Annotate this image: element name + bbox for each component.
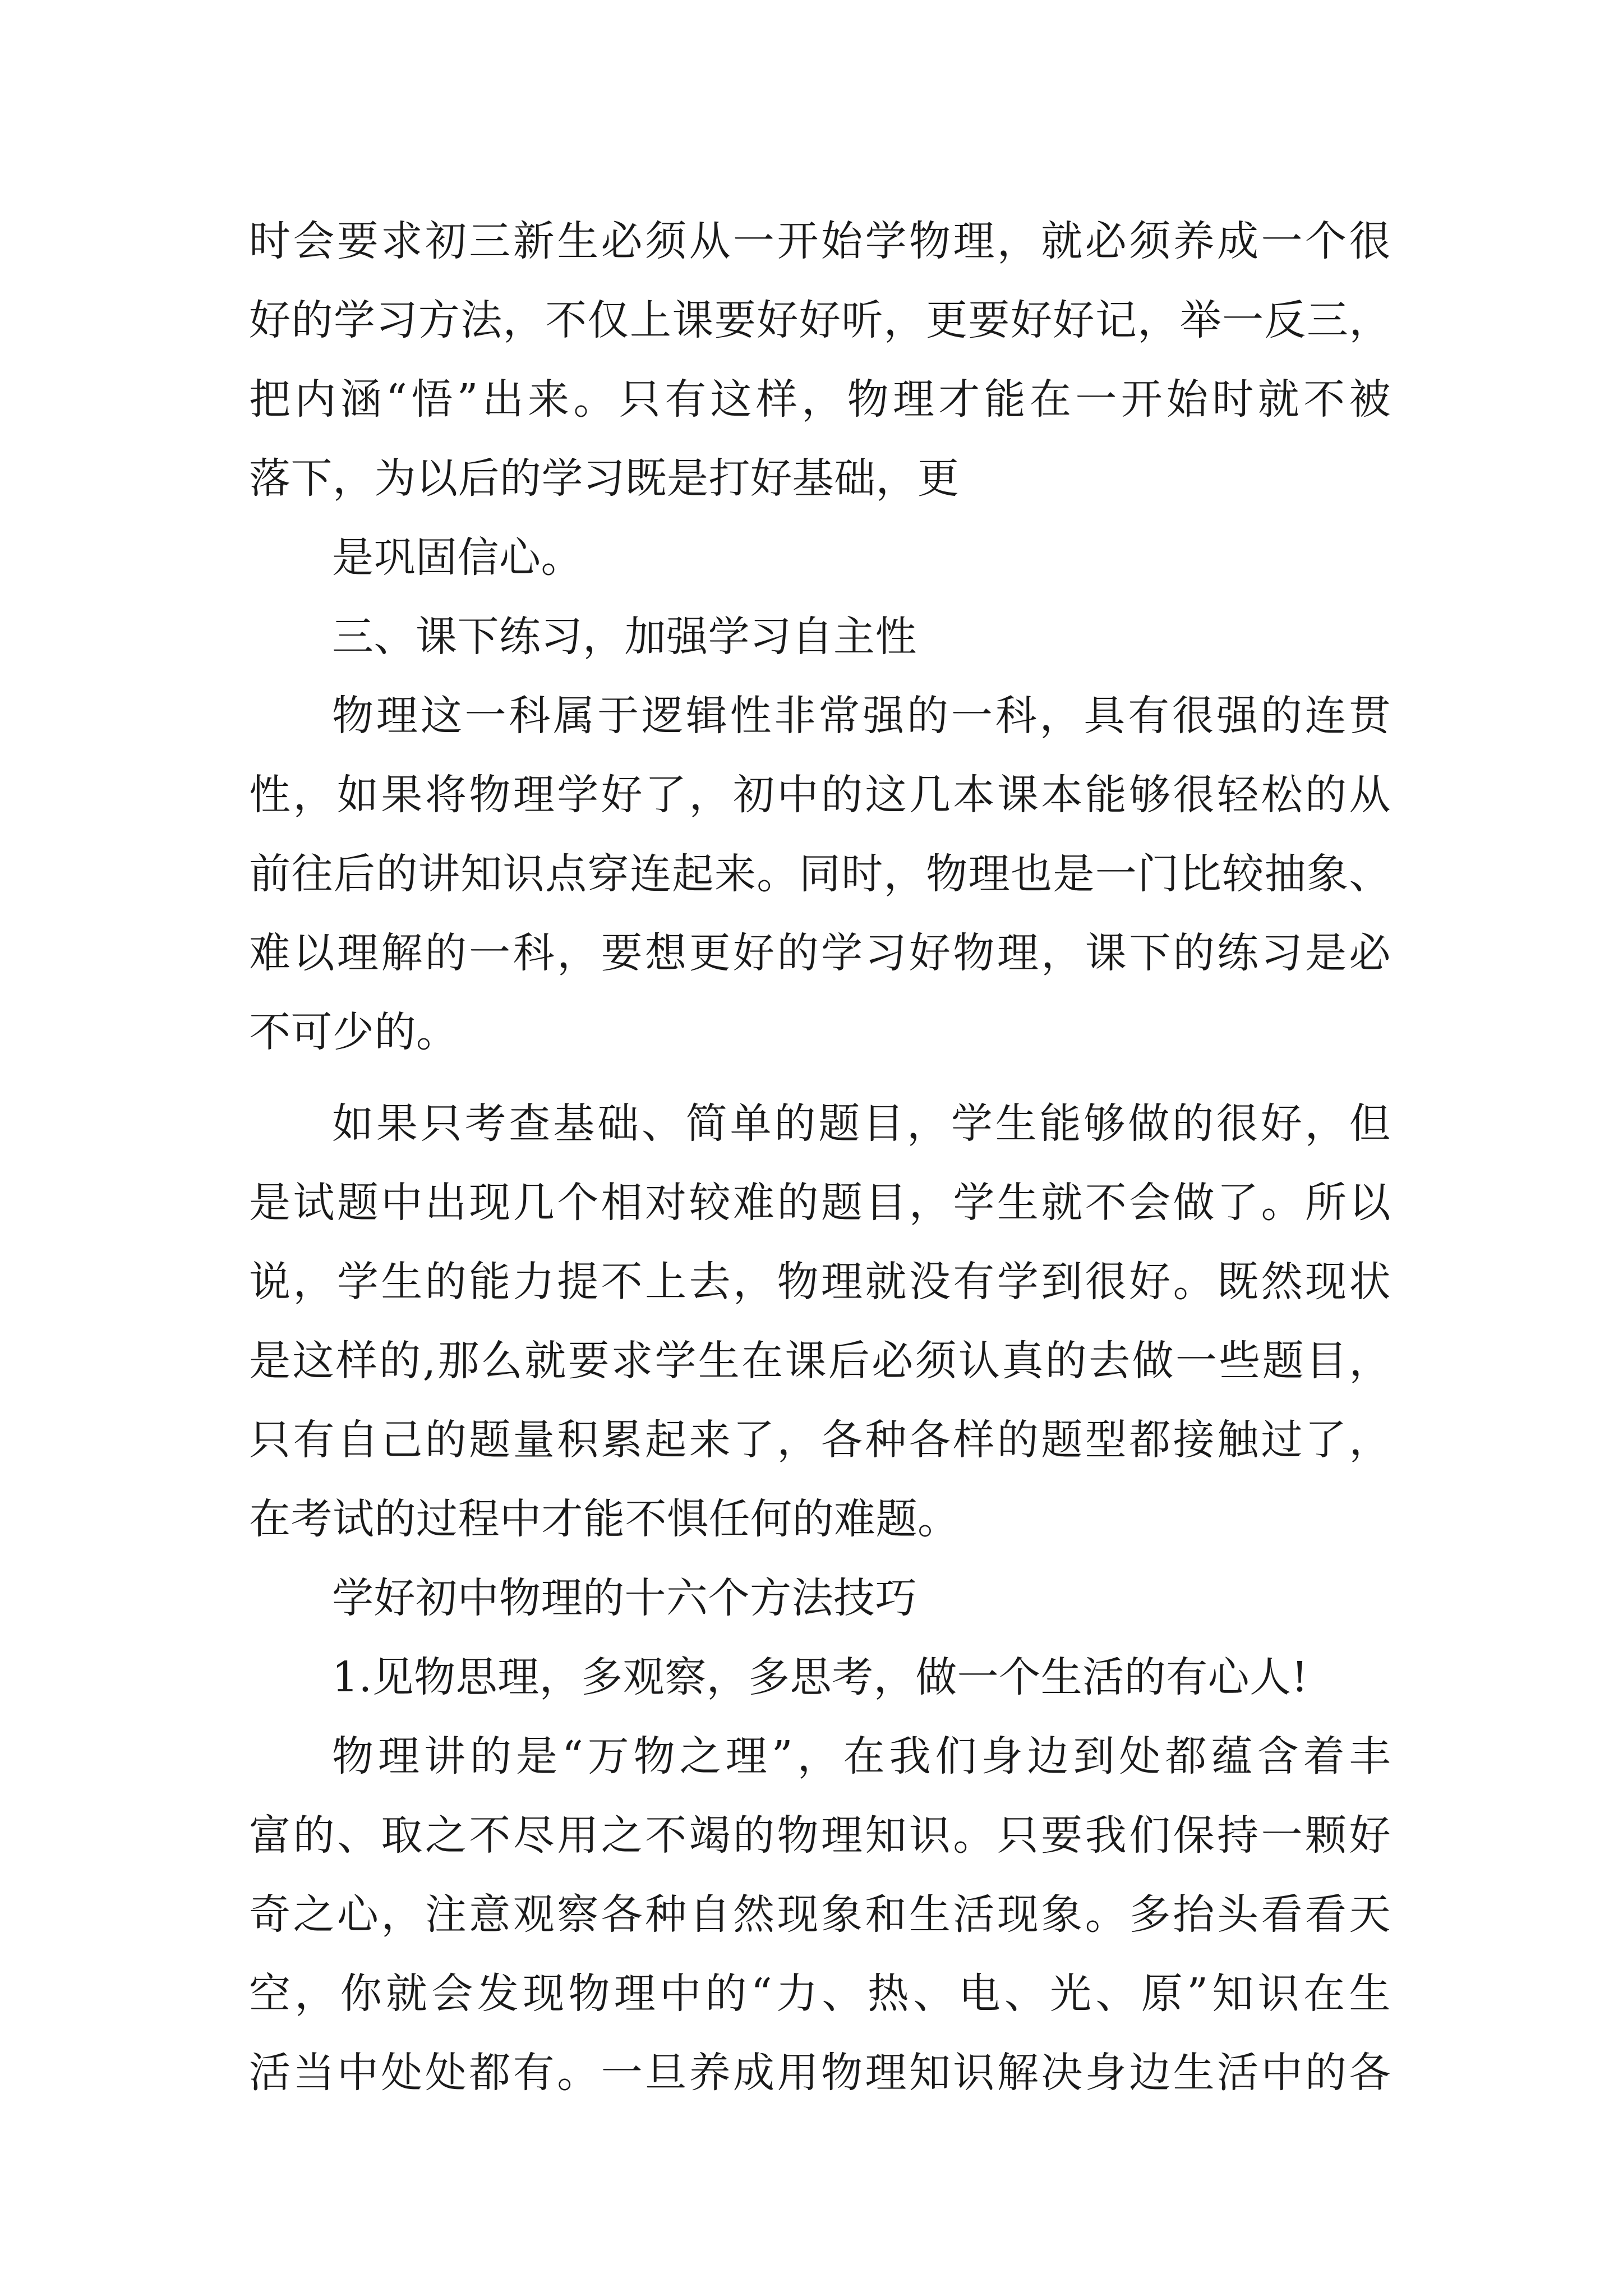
text-line: 物理这一科属于逻辑性非常强的一科，具有很强的连贯 [332, 692, 1391, 740]
text-line: 说，学生的能力提不上去，物理就没有学到很好。既然现状 [249, 1258, 1391, 1306]
text-line: 不可少的。 [249, 1008, 458, 1056]
text-line: 前往后的讲知识点穿连起来。同时，物理也是一门比较抽象、 [249, 850, 1391, 898]
text-line: 落下，为以后的学习既是打好基础，更 [249, 454, 960, 503]
text-line: 物理讲的是“万物之理”，在我们身边到处都蕴含着丰 [332, 1732, 1391, 1780]
text-line: 活当中处处都有。一旦养成用物理知识解决身边生活中的各 [249, 2049, 1391, 2097]
text-line: 只有自己的题量积累起来了，各种各样的题型都接触过了， [249, 1416, 1391, 1464]
text-line: 奇之心，注意观察各种自然现象和生活现象。多抬头看看天 [249, 1890, 1391, 1939]
text-line: 三、课下练习，加强学习自主性 [332, 613, 917, 661]
body-text [249, 202, 1391, 2113]
text-line: 把内涵“悟”出来。只有这样，物理才能在一开始时就不被 [249, 375, 1391, 424]
text-line: 是这样的,那么就要求学生在课后必须认真的去做一些题目， [249, 1337, 1391, 1385]
text-line: 1.见物思理，多观察，多思考，做一个生活的有心人! [332, 1653, 1308, 1701]
text-line: 富的、取之不尽用之不竭的物理知识。只要我们保持一颗好 [249, 1811, 1391, 1860]
text-line: 如果只考查基础、简单的题目，学生能够做的很好，但 [332, 1099, 1391, 1148]
paragraph-gap [249, 1072, 1391, 1084]
text-line: 学好初中物理的十六个方法技巧 [332, 1574, 917, 1622]
text-line: 时会要求初三新生必须从一开始学物理，就必须养成一个很 [249, 217, 1391, 265]
text-line: 性，如果将物理学好了，初中的这几本课本能够很轻松的从 [249, 771, 1391, 819]
text-line: 在考试的过程中才能不惧任何的难题。 [249, 1495, 960, 1543]
text-line: 是巩固信心。 [332, 533, 583, 582]
text-line: 空，你就会发现物理中的“力、热、电、光、原”知识在生 [249, 1970, 1391, 2018]
text-line: 好的学习方法，不仅上课要好好听，更要好好记，举一反三， [249, 296, 1391, 344]
text-line: 难以理解的一科，要想更好的学习好物理，课下的练习是必 [249, 929, 1391, 977]
text-line: 是试题中出现几个相对较难的题目，学生就不会做了。所以 [249, 1179, 1391, 1227]
